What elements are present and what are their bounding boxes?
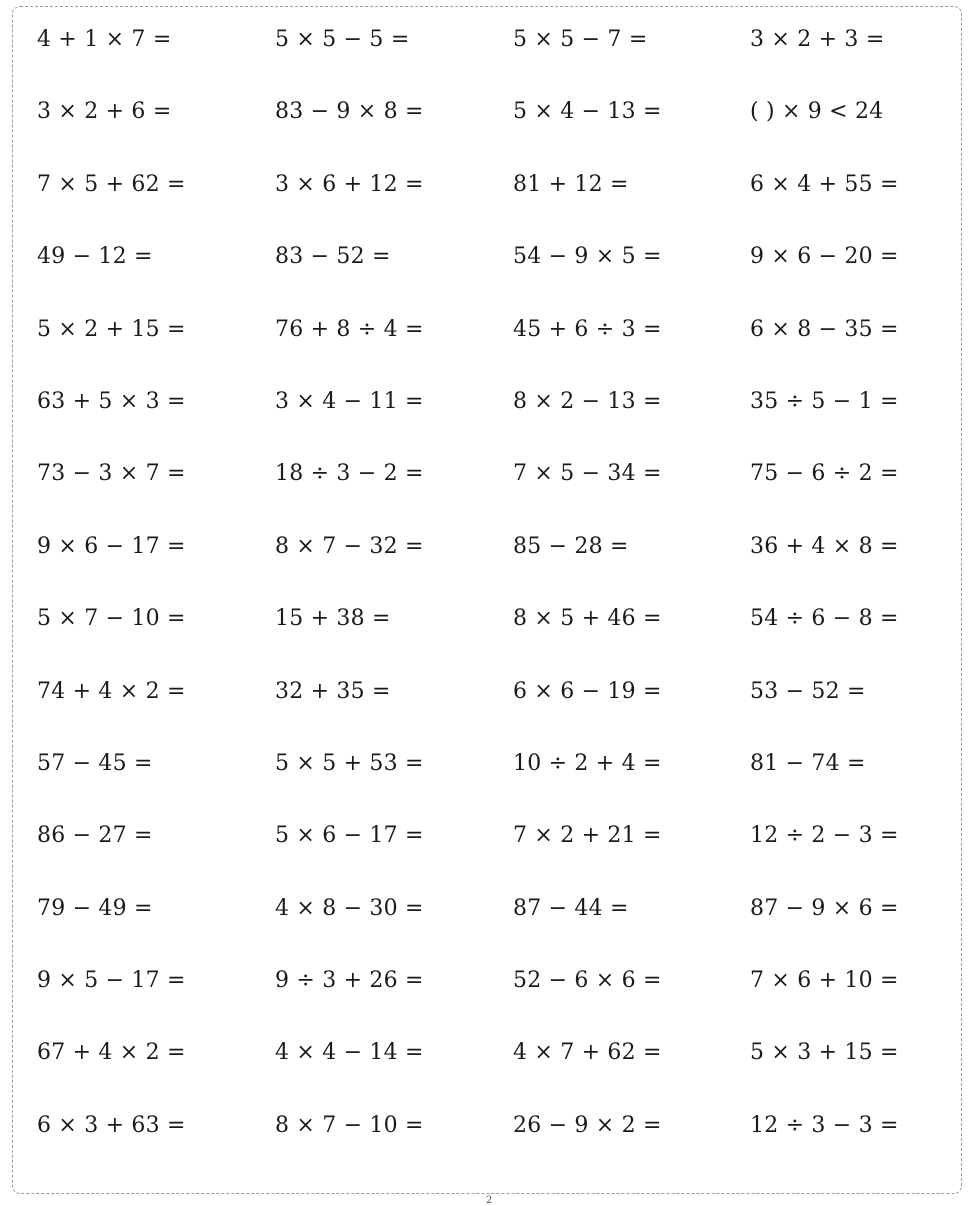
- math-problem: 26 − 9 × 2 =: [513, 1112, 662, 1138]
- math-problem: 7 × 6 + 10 =: [750, 968, 899, 994]
- math-problem: 9 ÷ 3 + 26 =: [275, 968, 424, 994]
- math-problem: 3 × 4 − 11 =: [275, 388, 424, 414]
- math-problem: ( ) × 9 < 24: [750, 99, 884, 125]
- math-problem: 4 × 4 − 14 =: [275, 1040, 424, 1066]
- math-problem: 74 + 4 × 2 =: [37, 678, 186, 704]
- worksheet-frame: [12, 6, 962, 1194]
- math-problem: 81 − 74 =: [750, 750, 866, 776]
- math-problem: 76 + 8 ÷ 4 =: [275, 316, 424, 342]
- math-problem: 87 − 9 × 6 =: [750, 895, 899, 921]
- math-problem: 5 × 5 − 7 =: [513, 27, 648, 52]
- math-problem: 7 × 2 + 21 =: [513, 823, 662, 849]
- math-problem: 7 × 5 − 34 =: [513, 461, 662, 487]
- math-problem: 5 × 7 − 10 =: [37, 606, 186, 632]
- problem-grid: [37, 27, 957, 1185]
- math-problem: 18 ÷ 3 − 2 =: [275, 461, 424, 487]
- math-problem: 10 ÷ 2 + 4 =: [513, 750, 662, 776]
- math-problem: 6 × 3 + 63 =: [37, 1112, 186, 1138]
- math-problem: 83 − 52 =: [275, 244, 391, 270]
- math-problem: 7 × 5 + 62 =: [37, 171, 186, 197]
- math-problem: 8 × 7 − 32 =: [275, 533, 424, 559]
- page-number: 2: [485, 1195, 493, 1206]
- math-problem: 67 + 4 × 2 =: [37, 1040, 186, 1066]
- math-problem: 83 − 9 × 8 =: [275, 99, 424, 125]
- math-problem: 49 − 12 =: [37, 244, 153, 270]
- math-problem: 8 × 5 + 46 =: [513, 606, 662, 632]
- math-problem: 54 ÷ 6 − 8 =: [750, 606, 899, 632]
- math-problem: 8 × 2 − 13 =: [513, 388, 662, 414]
- math-problem: 4 × 8 − 30 =: [275, 895, 424, 921]
- math-problem: 4 + 1 × 7 =: [37, 27, 172, 52]
- math-problem: 45 + 6 ÷ 3 =: [513, 316, 662, 342]
- math-problem: 8 × 7 − 10 =: [275, 1112, 424, 1138]
- math-problem: 35 ÷ 5 − 1 =: [750, 388, 899, 414]
- math-problem: 5 × 5 + 53 =: [275, 750, 424, 776]
- math-problem: 4 × 7 + 62 =: [513, 1040, 662, 1066]
- math-problem: 54 − 9 × 5 =: [513, 244, 662, 270]
- math-problem: 5 × 4 − 13 =: [513, 99, 662, 125]
- math-problem: 9 × 6 − 20 =: [750, 244, 899, 270]
- math-problem: 3 × 6 + 12 =: [275, 171, 424, 197]
- math-problem: 5 × 2 + 15 =: [37, 316, 186, 342]
- math-problem: 73 − 3 × 7 =: [37, 461, 186, 487]
- math-problem: 15 + 38 =: [275, 606, 391, 632]
- math-problem: 86 − 27 =: [37, 823, 153, 849]
- math-problem: 12 ÷ 2 − 3 =: [750, 823, 899, 849]
- math-problem: 5 × 5 − 5 =: [275, 27, 410, 52]
- math-problem: 6 × 4 + 55 =: [750, 171, 899, 197]
- math-problem: 85 − 28 =: [513, 533, 629, 559]
- math-problem: 6 × 8 − 35 =: [750, 316, 899, 342]
- math-problem: 57 − 45 =: [37, 750, 153, 776]
- math-problem: 3 × 2 + 6 =: [37, 99, 172, 125]
- math-problem: 5 × 3 + 15 =: [750, 1040, 899, 1066]
- math-problem: 53 − 52 =: [750, 678, 866, 704]
- math-problem: 36 + 4 × 8 =: [750, 533, 899, 559]
- math-problem: 81 + 12 =: [513, 171, 629, 197]
- math-problem: 6 × 6 − 19 =: [513, 678, 662, 704]
- math-problem: 75 − 6 ÷ 2 =: [750, 461, 899, 487]
- math-problem: 9 × 5 − 17 =: [37, 968, 186, 994]
- math-problem: 9 × 6 − 17 =: [37, 533, 186, 559]
- math-problem: 3 × 2 + 3 =: [750, 27, 885, 52]
- math-problem: 52 − 6 × 6 =: [513, 968, 662, 994]
- math-problem: 87 − 44 =: [513, 895, 629, 921]
- math-problem: 32 + 35 =: [275, 678, 391, 704]
- math-problem: 12 ÷ 3 − 3 =: [750, 1112, 899, 1138]
- math-problem: 5 × 6 − 17 =: [275, 823, 424, 849]
- math-problem: 79 − 49 =: [37, 895, 153, 921]
- math-problem: 63 + 5 × 3 =: [37, 388, 186, 414]
